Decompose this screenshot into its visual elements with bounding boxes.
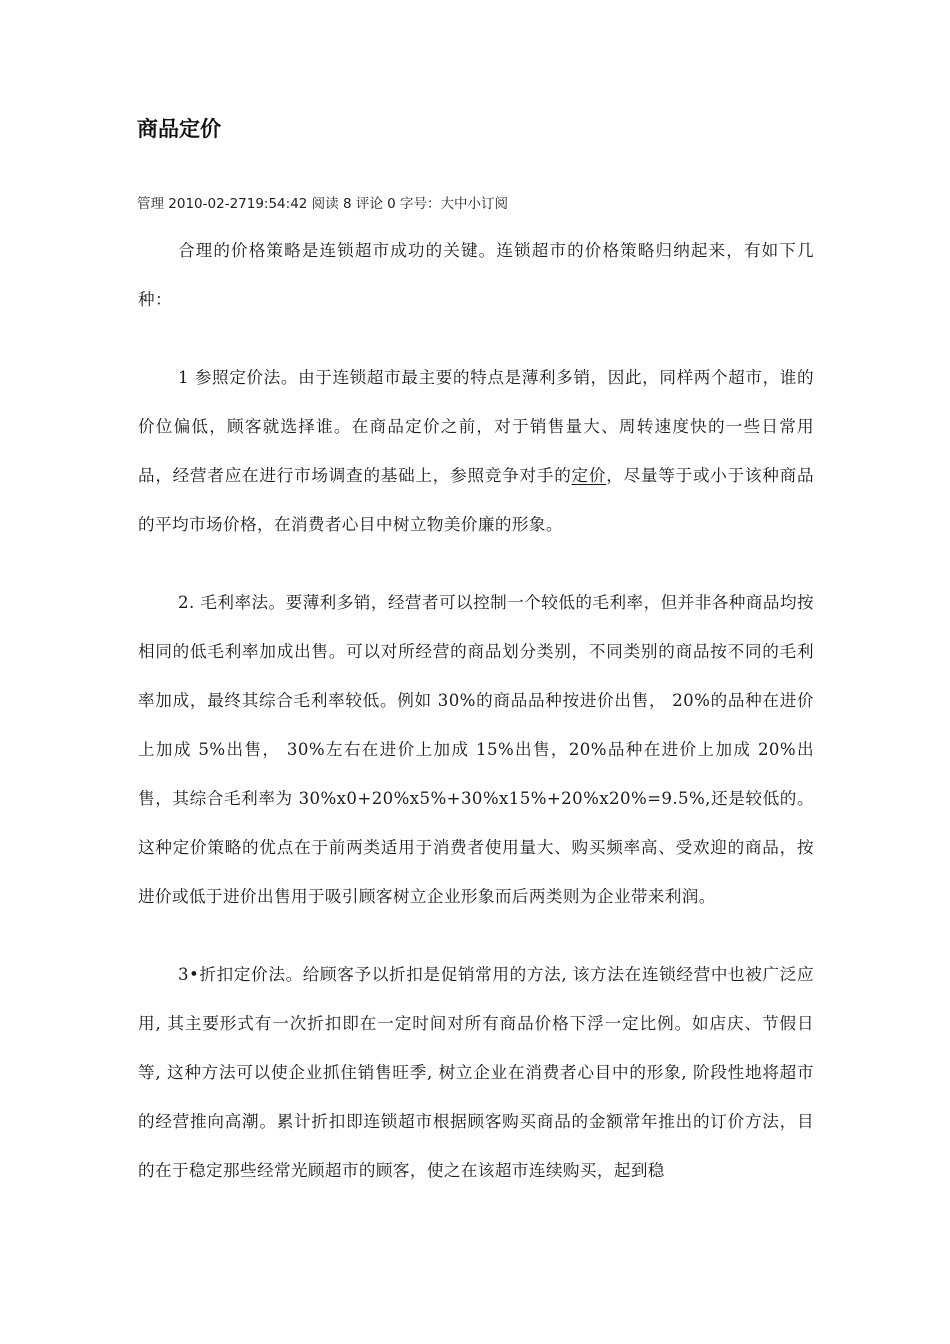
paragraph-text: 1 参照定价法。由于连锁超市最主要的特点是薄利多销，因此，同样两个超市，谁的价位偏低，顾客就选择谁。在商品定价之前，对于销售量大、周转速度快的一些日常用品，经营者应在进行市场调查的基础上，参照竞争对手的: [138, 368, 814, 485]
paragraph-intro: [138, 226, 814, 324]
paragraph-text: 合理的价格策略是连锁超市成功的关键。连锁超市的价格策略归纳起来，有如下几种：: [138, 241, 814, 309]
paragraph-text: 2. 毛利率法。要薄利多销，经营者可以控制一个较低的毛利率，但并非各种商品均按相同的低毛利率加成出售。可以对所经营的商品划分类别，不同类别的商品按不同的毛利率加成，最终其综合毛利率较低。例如 30%的商品品种按进价出售， 20%的品种在进价上加成 5%出售， 30%左右在进价上加成 15%出售，20%品种在进价上加成 20%出售，其综合毛利率为 30%x0+20%x5%+30%x15%+20%x20%=9.5%,还是较低的。这种定价策略的优点在于前两类适用于消费者使用量大、购买频率高、受欢迎的商品，按进价或低于进价出售用于吸引顾客树立企业形象而后两类则为企业带来利润。: [138, 593, 814, 906]
pricing-link[interactable]: 定价: [571, 466, 607, 485]
article-body: [138, 226, 814, 1224]
paragraph-reference-pricing: [138, 353, 814, 549]
paragraph-text: 3•折扣定价法。给顾客予以折扣是促销常用的方法, 该方法在连锁经营中也被广泛应用, 其主要形式有一次折扣即在一定时间对所有商品价格下浮一定比例。如店庆、节假日等, 这种方法可以使企业抓住销售旺季, 树立企业在消费者心目中的形象, 阶段性地将超市的经营推向高潮。累计折扣即连锁超市根据顾客购买商品的金额常年推出的订价方法，目的在于稳定那些经常光顾超市的顾客，使之在该超市连续购买，起到稳: [138, 965, 814, 1180]
paragraph-text-after-link: ，尽量等于或小于该种商品的平均市场价格，在消费者心目中树立物美价廉的形象。: [138, 466, 814, 534]
paragraph-gross-margin: [138, 578, 814, 921]
article-title: 商品定价: [137, 117, 221, 141]
paragraph-discount-pricing: [138, 950, 814, 1195]
article-meta: 管理 2010-02-2719:54:42 阅读 8 评论 0 字号：大中小订阅: [137, 196, 509, 212]
